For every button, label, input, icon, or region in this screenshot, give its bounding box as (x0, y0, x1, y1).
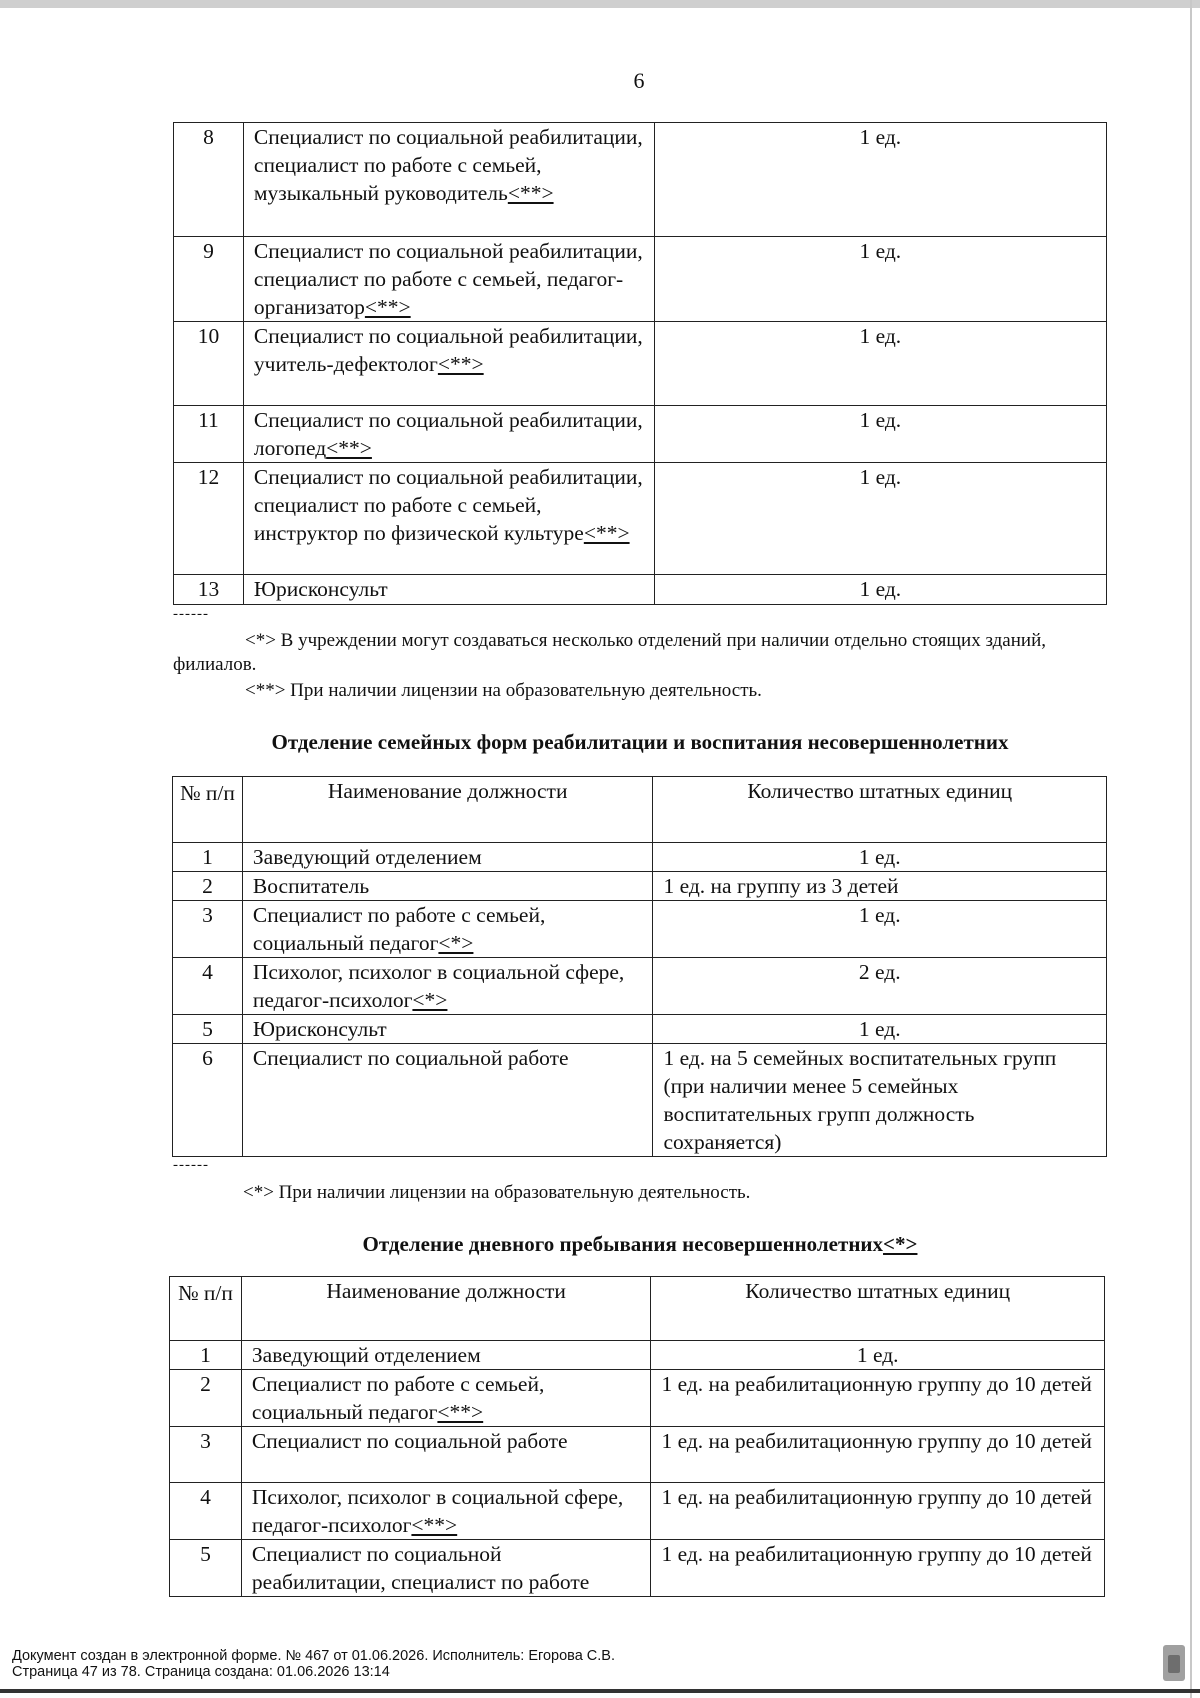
footer-line-1: Документ создан в электронной форме. № 467 от 01.06.2026. Исполнитель: Егорова С.В. (12, 1648, 616, 1664)
row-number: 12 (174, 463, 244, 575)
staff-quantity: 1 ед. (653, 901, 1107, 958)
row-number: 1 (170, 1341, 242, 1370)
position-name (242, 872, 653, 901)
section-title-family-forms: Отделение семейных форм реабилитации и воспитания несовершеннолетних (271, 730, 1009, 754)
footnote-marker: <**> (583, 521, 630, 545)
position-text: Психолог, психолог в социальной сфере, педагог-психолог (251, 1485, 624, 1537)
section2-footnote: <*> При наличии лицензии на образовательную деятельность. (243, 1182, 751, 1203)
position-name (242, 1015, 653, 1044)
table-row (173, 1044, 1107, 1157)
row-number: 10 (174, 322, 244, 406)
position-text: Воспитатель (252, 874, 370, 898)
row-number: 4 (173, 958, 243, 1015)
position-name (241, 1540, 651, 1597)
staff-quantity: 1 ед. (654, 123, 1106, 237)
row-number: 3 (173, 901, 243, 958)
section-title-day-stay (100, 1232, 1180, 1257)
footnote-marker: <**> (437, 1400, 484, 1424)
header-number: № п/п (173, 777, 243, 843)
staff-table-family-forms (172, 776, 1107, 1157)
row-number: 5 (173, 1015, 243, 1044)
row-number: 5 (170, 1540, 242, 1597)
position-text: Специалист по работе с семьей, социальный педагог (252, 903, 546, 955)
row-number: 11 (174, 406, 244, 463)
position-text: Специалист по социальной реабилитации, специалист по работе с семьей, музыкальный руководитель (253, 125, 643, 205)
staff-quantity: 1 ед. на реабилитационную группу до 10 детей (651, 1427, 1105, 1483)
table-row (170, 1370, 1105, 1427)
position-text: Заведующий отделением (251, 1343, 481, 1367)
position-name (241, 1427, 651, 1483)
table-row (173, 1015, 1107, 1044)
staff-table-day-stay (169, 1276, 1105, 1597)
position-name (243, 406, 654, 463)
table-row (174, 406, 1107, 463)
page-number: 6 (633, 68, 645, 93)
table-row (174, 575, 1107, 605)
table-row (170, 1427, 1105, 1483)
electronic-seal-icon (1163, 1645, 1185, 1681)
table-row (170, 1483, 1105, 1540)
header-position: Наименование должности (241, 1277, 651, 1341)
scan-top-edge (0, 0, 1200, 8)
staff-quantity: 1 ед. (654, 463, 1106, 575)
footnote-marker: <*> (412, 988, 448, 1012)
table-row (174, 322, 1107, 406)
staff-quantity: 1 ед. на реабилитационную группу до 10 детей (651, 1540, 1105, 1597)
position-name (242, 1044, 653, 1157)
position-name (243, 123, 654, 237)
position-name (243, 322, 654, 406)
header-quantity: Количество штатных единиц (653, 777, 1107, 843)
footnote-marker: <**> (437, 352, 484, 376)
footnote-separator: ------ (173, 1157, 209, 1173)
footnote-marker: <*> (883, 1232, 918, 1256)
row-number: 2 (173, 872, 243, 901)
staff-table-continued (173, 122, 1107, 605)
header-number: № п/п (170, 1277, 242, 1341)
table-row (173, 958, 1107, 1015)
position-name (243, 237, 654, 322)
position-text: Юрисконсульт (253, 577, 388, 601)
position-text: Психолог, психолог в социальной сфере, педагог-психолог (252, 960, 625, 1012)
footnote-marker: <**> (364, 295, 411, 319)
row-number: 3 (170, 1427, 242, 1483)
row-number: 13 (174, 575, 244, 605)
position-text: Специалист по социальной реабилитации, специалист по работе с семьей, инструктор по физической культуре (253, 465, 643, 545)
table-header-row (170, 1277, 1105, 1341)
header-position: Наименование должности (242, 777, 653, 843)
position-text: Специалист по социальной реабилитации, специалист по работе (251, 1542, 590, 1594)
staff-quantity: 1 ед. (654, 575, 1106, 605)
footer-line-2: Страница 47 из 78. Страница создана: 01.06.2026 13:14 (12, 1664, 390, 1680)
table-row (173, 901, 1107, 958)
position-name (241, 1370, 651, 1427)
table-row (170, 1341, 1105, 1370)
staff-quantity: 1 ед. на группу из 3 детей (653, 872, 1107, 901)
table-row (173, 843, 1107, 872)
staff-quantity: 2 ед. (653, 958, 1107, 1015)
table-row (173, 872, 1107, 901)
row-number: 4 (170, 1483, 242, 1540)
table-row (174, 463, 1107, 575)
footnote-note1: <*> В учреждении могут создаваться несколько отделений при наличии отдельно стоящих зданий, филиалов. (173, 630, 1046, 675)
section-title-text: Отделение дневного пребывания несовершеннолетних (362, 1232, 884, 1256)
header-quantity: Количество штатных единиц (651, 1277, 1105, 1341)
position-name (242, 901, 653, 958)
staff-quantity: 1 ед. на 5 семейных воспитательных групп (при наличии менее 5 семейных воспитательных групп должность сохраняется) (653, 1044, 1107, 1157)
position-text: Специалист по работе с семьей, социальный педагог (251, 1372, 545, 1424)
position-text: Специалист по социальной реабилитации, учитель-дефектолог (253, 324, 643, 376)
staff-quantity: 1 ед. (653, 843, 1107, 872)
staff-quantity: 1 ед. (654, 237, 1106, 322)
table-row (174, 123, 1107, 237)
footnote-separator: ------ (173, 606, 209, 622)
staff-quantity: 1 ед. (653, 1015, 1107, 1044)
footnote-marker: <**> (411, 1513, 458, 1537)
row-number: 9 (174, 237, 244, 322)
staff-quantity: 1 ед. на реабилитационную группу до 10 детей (651, 1483, 1105, 1540)
position-name (241, 1341, 651, 1370)
row-number: 2 (170, 1370, 242, 1427)
position-text: Специалист по социальной работе (251, 1429, 568, 1453)
position-name (241, 1483, 651, 1540)
footnote-marker: <**> (507, 181, 554, 205)
position-name (243, 575, 654, 605)
table-row (170, 1540, 1105, 1597)
position-name (243, 463, 654, 575)
row-number: 1 (173, 843, 243, 872)
position-text: Специалист по социальной работе (252, 1046, 569, 1070)
table-row (174, 237, 1107, 322)
document-footer (12, 1648, 615, 1680)
footnote-marker: <**> (326, 436, 372, 460)
position-name (242, 958, 653, 1015)
staff-quantity: 1 ед. на реабилитационную группу до 10 детей (651, 1370, 1105, 1427)
position-name (242, 843, 653, 872)
position-text: Специалист по социальной реабилитации, логопед (253, 408, 643, 460)
row-number: 8 (174, 123, 244, 237)
footnote-marker: <*> (438, 931, 474, 955)
staff-quantity: 1 ед. (651, 1341, 1105, 1370)
scan-right-edge (1190, 0, 1192, 1698)
staff-quantity: 1 ед. (654, 322, 1106, 406)
table-header-row (173, 777, 1107, 843)
footer-divider (0, 1689, 1200, 1693)
position-text: Специалист по социальной реабилитации, специалист по работе с семьей, педагог-организатор (253, 239, 643, 319)
row-number: 6 (173, 1044, 243, 1157)
staff-quantity: 1 ед. (654, 406, 1106, 463)
footnote-note2: <**> При наличии лицензии на образовательную деятельность. (245, 680, 762, 701)
position-text: Заведующий отделением (252, 845, 482, 869)
position-text: Юрисконсульт (252, 1017, 387, 1041)
